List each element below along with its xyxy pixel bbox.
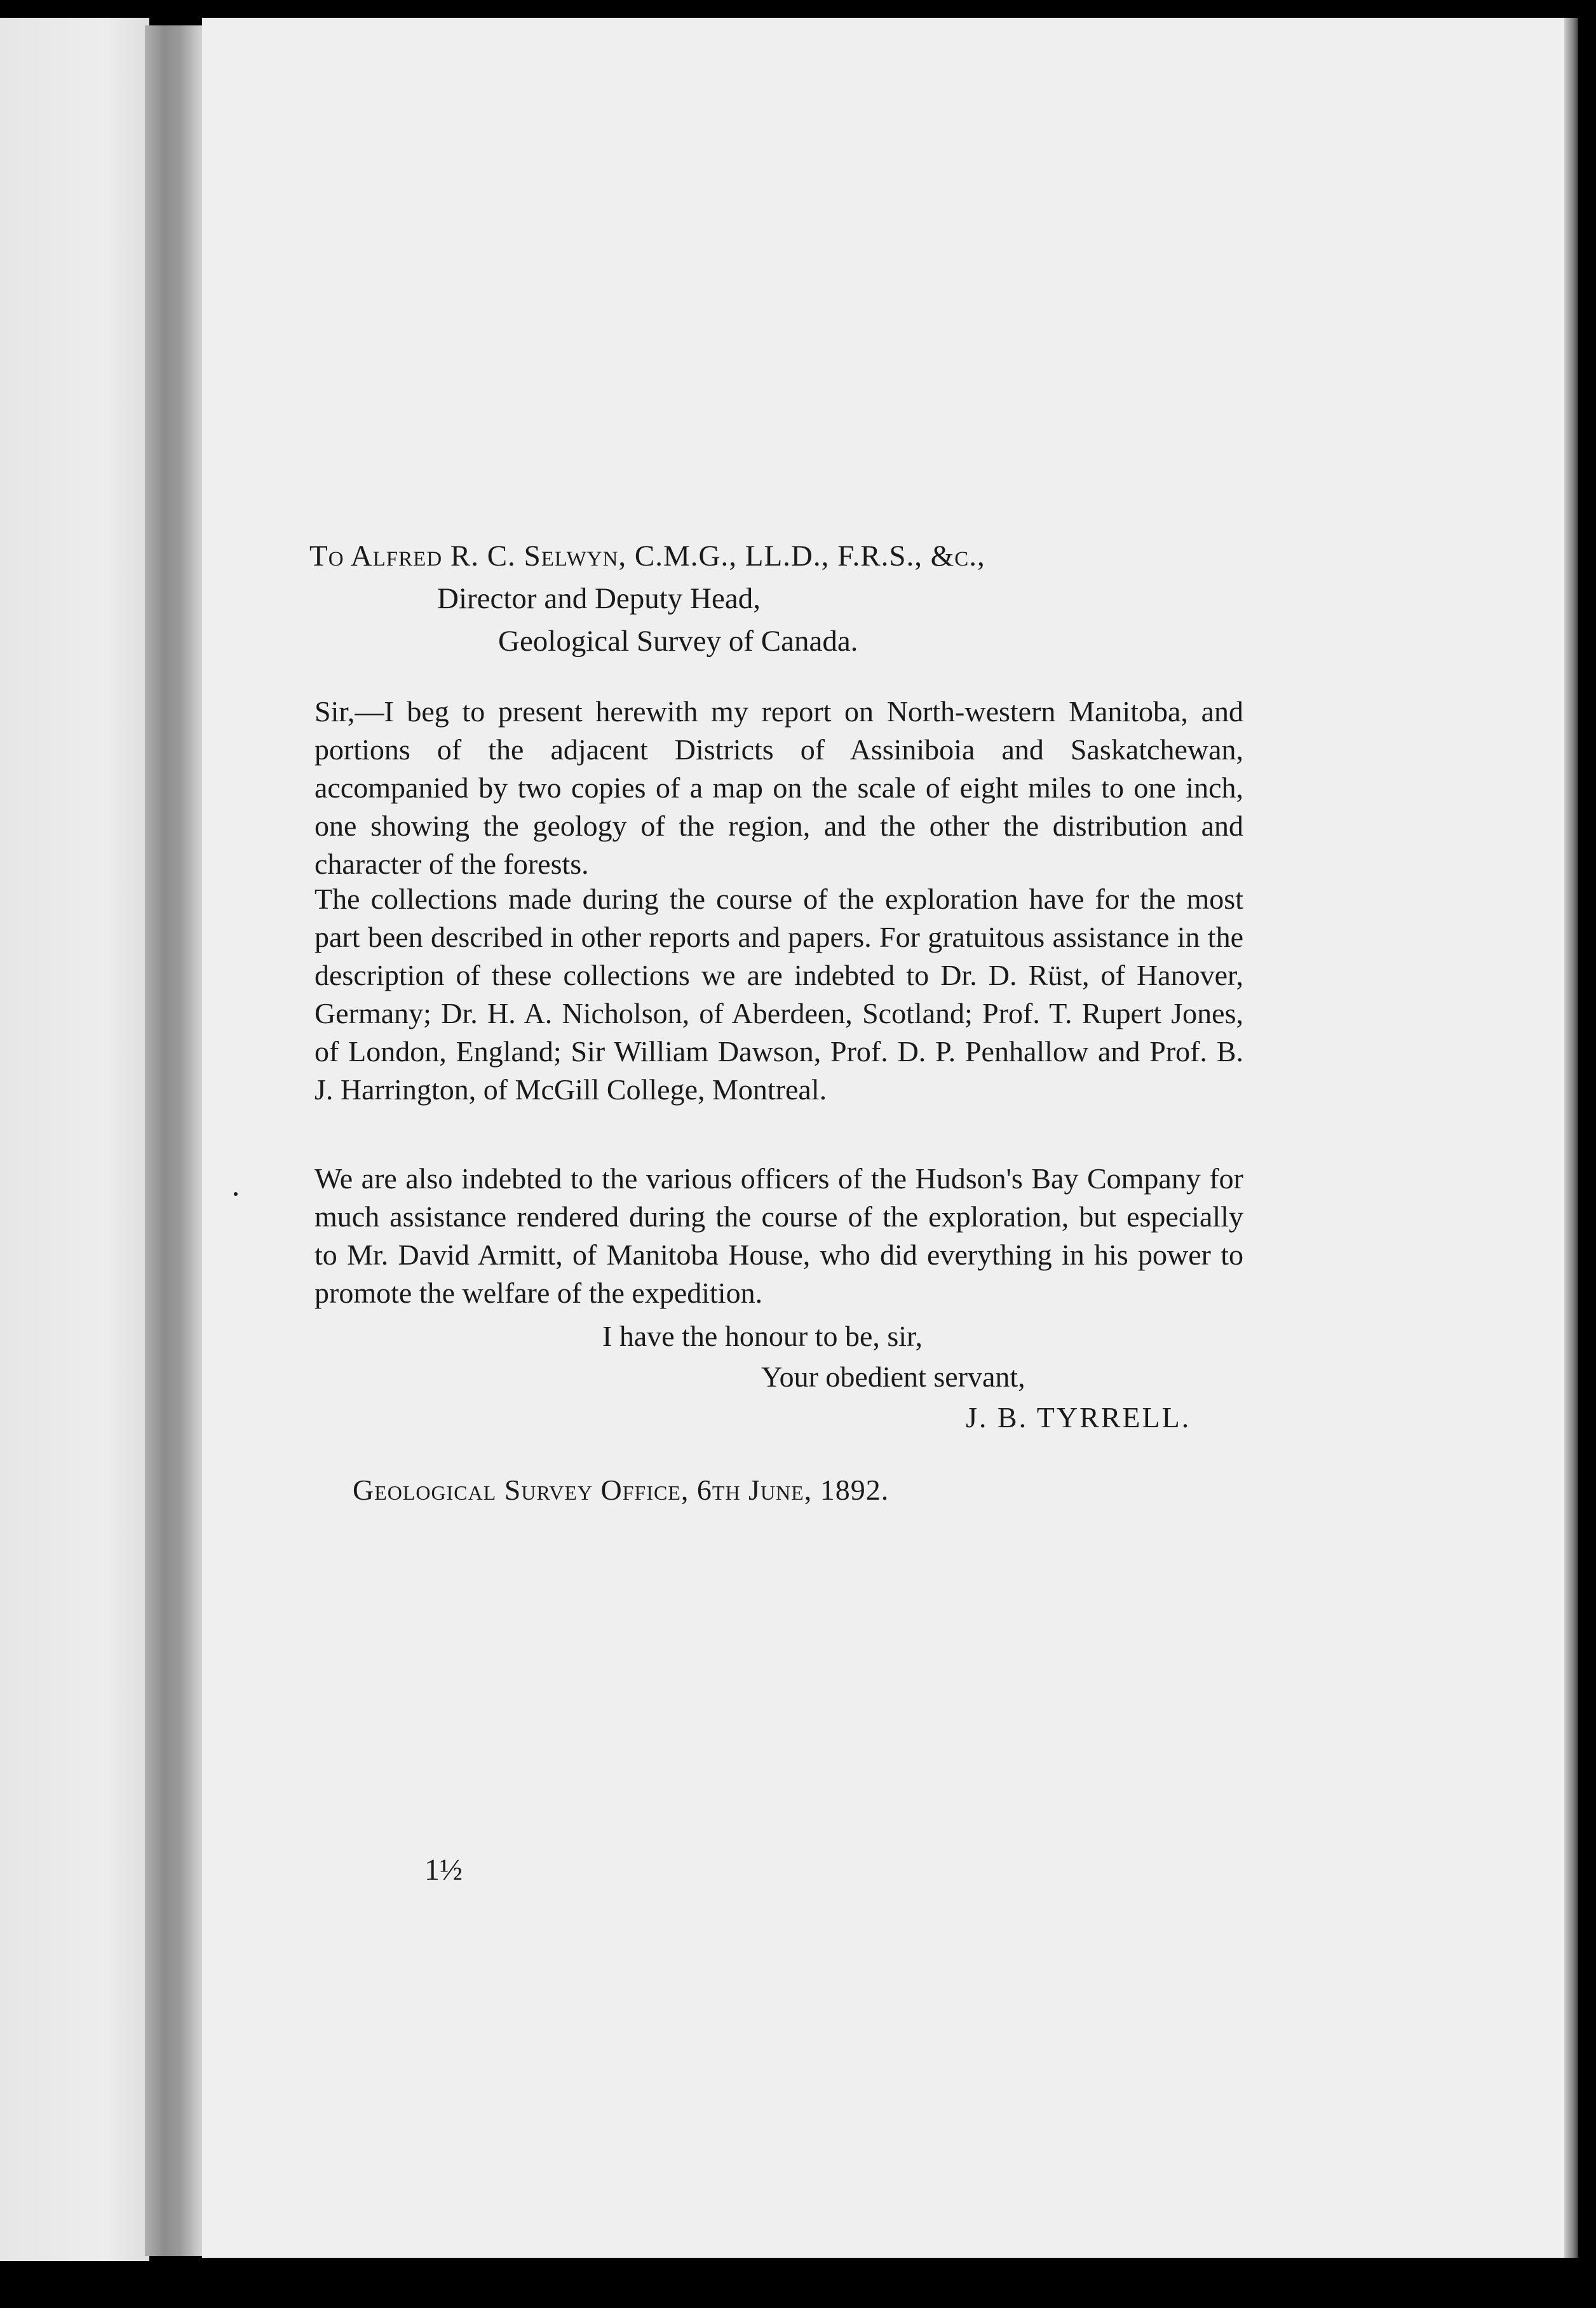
letter-paragraph-3: We are also indebted to the various officers of the Hudson's Bay Company for much assistance rendered during the course of the exploration, but especially to Mr. David Armitt, of Manitoba House, who did everything in his power to promote the welfare of the expedition.: [314, 1162, 1243, 1309]
document-page: [202, 18, 1568, 2258]
office-date-line: Geological Survey Office, 6th June, 1892.: [353, 1474, 889, 1506]
facing-page-margin: [0, 18, 149, 2261]
closing-line-1: I have the honour to be, sir,: [602, 1320, 923, 1352]
page-number: 1½: [424, 1853, 463, 1887]
addressee-line-2: Director and Deputy Head,: [437, 582, 761, 615]
letter-paragraph-1: Sir,—I beg to present herewith my report on North-western Manitoba, and portions of the adjacent Districts of Assiniboia and Saskatchewan, accompanied by two copies of a map on the scale of eight miles to one inch, one showing the geology of the region, and the other the distribution and character of the forests.: [314, 695, 1243, 880]
addressee-line-1: To Alfred R. C. Selwyn, C.M.G., LL.D., F.R.S., &c.,: [309, 540, 985, 573]
letter-paragraph-2: The collections made during the course of the exploration have for the most part been described in other reports and papers. For gratuitous assistance in the description of these collections we are indebted to Dr. D. Rüst, of Hanover, Germany; Dr. H. A. Nicholson, of Aberdeen, Scotland; Prof. T. Rupert Jones, of London, England; Sir William Dawson, Prof. D. P. Penhallow and Prof. B. J. Harrington, of McGill College, Montreal.: [314, 883, 1243, 1106]
page-right-edge: [1564, 18, 1578, 2258]
closing-line-2: Your obedient servant,: [761, 1361, 1025, 1393]
addressee-line-3: Geological Survey of Canada.: [498, 625, 858, 658]
speck-mark: [234, 1192, 238, 1196]
signature: J. B. TYRRELL.: [966, 1401, 1191, 1434]
book-gutter-shadow: [145, 25, 208, 2256]
